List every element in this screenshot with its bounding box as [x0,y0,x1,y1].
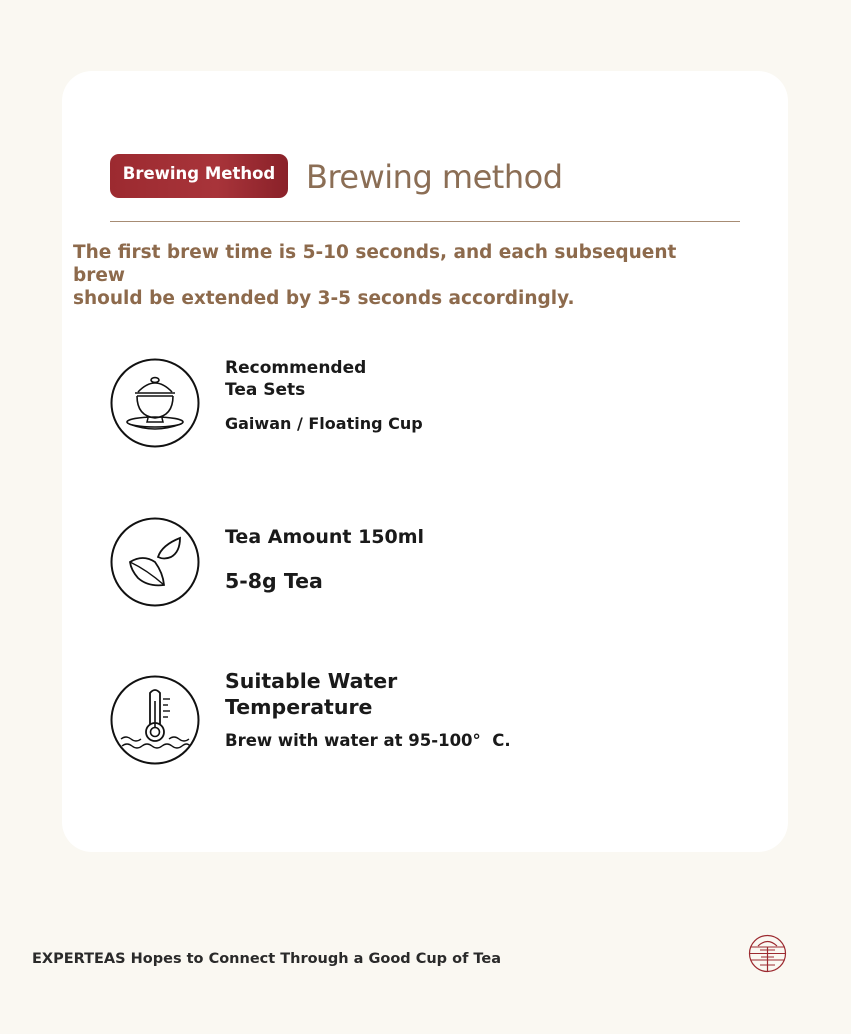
brew-time-intro [73,241,713,310]
water-temperature-title [225,668,397,720]
water-temperature-title-line-1: Suitable Water [225,669,398,693]
gaiwan-icon [110,358,200,448]
section-badge: Brewing Method [110,154,288,198]
intro-line-2: should be extended by 3-5 seconds accordingly. [73,288,575,309]
tea-amount-detail: 5-8g Tea [225,569,323,593]
tea-leaves-icon [110,517,200,607]
section-title: Brewing method [306,158,563,196]
tea-sets-title-line-2: Tea Sets [225,380,306,400]
title-divider [110,221,740,222]
thermometer-icon [110,675,200,765]
tea-amount-title: Tea Amount 150ml [225,526,425,548]
intro-line-1: The first brew time is 5-10 seconds, and each subsequent brew [73,242,677,286]
water-temperature-detail: Brew with water at 95-100° C. [225,731,511,750]
tea-sets-title-line-1: Recommended [225,358,367,378]
brand-seal-icon [748,934,787,973]
tea-sets-title [225,357,366,401]
water-temperature-title-line-2: Temperature [225,695,373,719]
tea-sets-detail: Gaiwan / Floating Cup [225,414,423,433]
footer-tagline: EXPERTEAS Hopes to Connect Through a Good Cup of Tea [32,951,502,967]
